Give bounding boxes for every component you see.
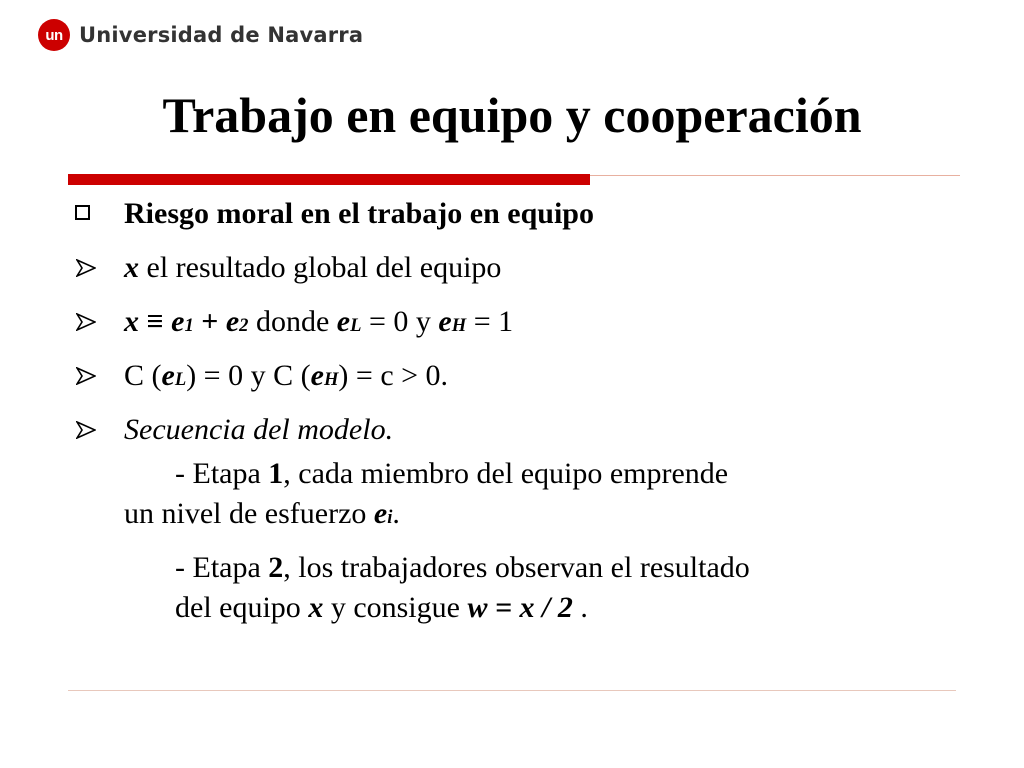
stage-text: un nivel de esfuerzo — [124, 497, 374, 530]
variable-e: e — [336, 305, 351, 338]
cost-middle: ) = 0 y C ( — [186, 359, 311, 392]
stage-prefix: - Etapa — [175, 457, 269, 490]
bullet-item — [70, 410, 950, 450]
variable-e: e — [438, 305, 452, 338]
subscript-H: H — [451, 315, 467, 336]
arrow-bullet-icon — [76, 421, 96, 439]
subscript-L: L — [174, 369, 187, 390]
subscript-2: 2 — [239, 315, 249, 336]
title-underline-thin — [590, 175, 960, 176]
stage-number: 2 — [268, 551, 284, 584]
word-y: y — [408, 305, 439, 338]
square-bullet-icon — [75, 205, 90, 220]
arrow-bullet-icon — [76, 259, 96, 277]
subscript-1: 1 — [184, 315, 194, 336]
variable-e: e — [225, 305, 240, 338]
cost-open: C ( — [124, 359, 162, 392]
stage-number: 1 — [268, 457, 284, 490]
title-underline-thick — [68, 174, 590, 185]
cost-tail: ) = c > 0. — [338, 359, 449, 392]
variable-x: x — [124, 251, 139, 284]
bullet-item — [70, 194, 950, 234]
stage-1-paragraph — [70, 454, 950, 538]
variable-e: e — [161, 359, 175, 392]
stage-2-line-1 — [70, 548, 950, 588]
university-logo — [38, 18, 363, 52]
subscript-i: i — [387, 507, 393, 528]
stage-prefix: - Etapa — [175, 551, 269, 584]
value-one: 1 — [498, 305, 514, 338]
slide-title: Trabajo en equipo y cooperación — [162, 87, 862, 143]
bullet-item — [70, 356, 950, 396]
variable-e: e — [171, 305, 185, 338]
footer-rule — [68, 690, 956, 691]
subscript-L: L — [350, 315, 362, 336]
equals-sign: = — [361, 305, 394, 338]
stage-1-line-2 — [70, 494, 950, 538]
equals-sign: = — [466, 305, 499, 338]
plus-sign: + — [193, 305, 226, 338]
value-zero: 0 — [393, 305, 409, 338]
word-donde: donde — [248, 305, 337, 338]
arrow-bullet-icon — [76, 313, 96, 331]
logo-text: Universidad de Navarra — [79, 23, 364, 47]
slide-content — [70, 194, 950, 638]
subscript-H: H — [323, 369, 339, 390]
bullet-item — [70, 302, 950, 342]
stage-text: y consigue — [323, 591, 468, 624]
equiv-sign: ≡ — [139, 305, 172, 338]
stage-2-line-2 — [70, 588, 950, 628]
stage-end: . — [572, 591, 588, 624]
bullet-text-italic: Secuencia del modelo. — [124, 413, 394, 446]
arrow-bullet-icon — [76, 367, 96, 385]
wage-formula: w = x / 2 — [467, 591, 573, 624]
variable-e: e — [310, 359, 324, 392]
stage-text: , cada miembro del equipo emprende — [283, 457, 729, 490]
logo-mark: un — [38, 19, 70, 51]
bullet-item — [70, 248, 950, 288]
stage-dot: . — [392, 497, 400, 530]
variable-e: e — [373, 497, 388, 530]
stage-2-paragraph — [70, 548, 950, 628]
stage-text: del equipo — [175, 591, 309, 624]
stage-text: , los trabajadores observan el resultado — [283, 551, 750, 584]
variable-x: x — [308, 591, 324, 624]
variable-x: x — [124, 305, 139, 338]
stage-1-line-1 — [70, 454, 950, 494]
bullet-heading: Riesgo moral en el trabajo en equipo — [124, 197, 594, 230]
bullet-text: el resultado global del equipo — [139, 251, 502, 284]
